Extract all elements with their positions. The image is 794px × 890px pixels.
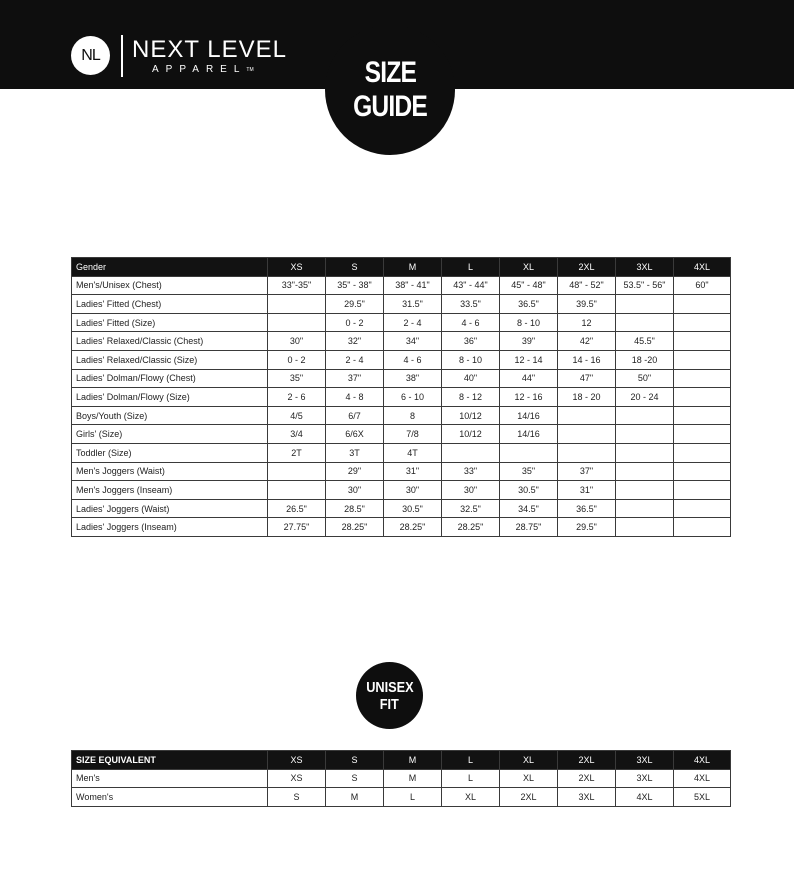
table-cell: 8 - 12: [442, 388, 500, 407]
row-label: Men's: [72, 769, 268, 788]
trademark-mark: TM: [246, 67, 254, 73]
table-row: [72, 499, 731, 518]
table-cell: [268, 295, 326, 314]
column-header-label: SIZE EQUIVALENT: [72, 751, 268, 770]
unisex-fit-badge: [356, 662, 423, 729]
table-cell: 2 - 4: [384, 313, 442, 332]
table-cell: 37": [326, 369, 384, 388]
table-cell: 28.25": [326, 518, 384, 537]
row-label: Men's Joggers (Inseam): [72, 481, 268, 500]
table-cell: [268, 313, 326, 332]
row-label: Ladies' Joggers (Inseam): [72, 518, 268, 537]
brand-sub-text: APPAREL: [152, 64, 247, 75]
table-cell: 5XL: [674, 788, 731, 807]
table-cell: 18 - 20: [558, 388, 616, 407]
table-cell: 31.5": [384, 295, 442, 314]
brand-name: NEXT LEVEL: [132, 36, 287, 63]
table-cell: [674, 388, 731, 407]
table-cell: 30.5": [500, 481, 558, 500]
table-cell: 45.5": [616, 332, 674, 351]
brand-subtitle: [152, 64, 254, 76]
column-header-size: XS: [268, 258, 326, 277]
table-row: [72, 462, 731, 481]
table-cell: 6/6X: [326, 425, 384, 444]
table-cell: 38" - 41": [384, 276, 442, 295]
logo-initials: NL: [81, 46, 100, 64]
table-cell: 34.5": [500, 499, 558, 518]
table-cell: L: [442, 769, 500, 788]
brand-logo-icon: [71, 36, 110, 75]
table-cell: 29": [326, 462, 384, 481]
column-header-label: Gender: [72, 258, 268, 277]
table-cell: [558, 443, 616, 462]
column-header-size: S: [326, 751, 384, 770]
table-cell: [558, 425, 616, 444]
table-cell: 50": [616, 369, 674, 388]
table-cell: 39": [500, 332, 558, 351]
table-cell: 3XL: [558, 788, 616, 807]
table-cell: 8: [384, 406, 442, 425]
table-cell: 4XL: [616, 788, 674, 807]
column-header-size: L: [442, 258, 500, 277]
table-cell: [268, 462, 326, 481]
table-cell: 4 - 8: [326, 388, 384, 407]
table-cell: 2XL: [500, 788, 558, 807]
table-cell: 0 - 2: [268, 350, 326, 369]
column-header-size: 4XL: [674, 258, 731, 277]
table-cell: 4 - 6: [384, 350, 442, 369]
table-cell: 28.25": [384, 518, 442, 537]
table-cell: 12 - 14: [500, 350, 558, 369]
table-cell: 2T: [268, 443, 326, 462]
table-cell: XL: [442, 788, 500, 807]
column-header-size: 3XL: [616, 751, 674, 770]
table-cell: 4XL: [674, 769, 731, 788]
row-label: Ladies' Relaxed/Classic (Size): [72, 350, 268, 369]
table-cell: 28.75": [500, 518, 558, 537]
table-cell: 47": [558, 369, 616, 388]
table-cell: 26.5": [268, 499, 326, 518]
table-row: [72, 406, 731, 425]
table-cell: 27.75": [268, 518, 326, 537]
table-cell: 34": [384, 332, 442, 351]
table-cell: [674, 499, 731, 518]
table-cell: 8 - 10: [442, 350, 500, 369]
table-cell: [674, 425, 731, 444]
column-header-size: XL: [500, 258, 558, 277]
table-cell: XL: [500, 769, 558, 788]
table-cell: 33.5": [442, 295, 500, 314]
row-label: Ladies' Relaxed/Classic (Chest): [72, 332, 268, 351]
table-cell: 48" - 52": [558, 276, 616, 295]
unisex-line-2: FIT: [379, 695, 400, 713]
table-cell: 38": [384, 369, 442, 388]
size-equivalent-table: [71, 750, 731, 807]
equivalent-table-body: [72, 769, 731, 806]
table-row: [72, 443, 731, 462]
table-cell: [674, 369, 731, 388]
row-label: Men's Joggers (Waist): [72, 462, 268, 481]
size-table-header: [72, 258, 731, 277]
row-label: Men's/Unisex (Chest): [72, 276, 268, 295]
table-cell: 44": [500, 369, 558, 388]
table-cell: [674, 350, 731, 369]
badge-line-1: SIZE: [364, 56, 416, 89]
table-cell: S: [268, 788, 326, 807]
table-cell: 14 - 16: [558, 350, 616, 369]
column-header-size: M: [384, 751, 442, 770]
table-cell: 29.5": [326, 295, 384, 314]
table-cell: 18 -20: [616, 350, 674, 369]
table-row: [72, 788, 731, 807]
table-cell: [616, 406, 674, 425]
table-row: [72, 425, 731, 444]
table-cell: [616, 313, 674, 332]
table-cell: [616, 499, 674, 518]
row-label: Women's: [72, 788, 268, 807]
table-cell: 8 - 10: [500, 313, 558, 332]
table-cell: [442, 443, 500, 462]
table-cell: 36.5": [558, 499, 616, 518]
table-cell: 6 - 10: [384, 388, 442, 407]
table-cell: 14/16: [500, 425, 558, 444]
logo-divider: [121, 35, 123, 77]
table-row: [72, 369, 731, 388]
table-cell: 31": [384, 462, 442, 481]
column-header-size: M: [384, 258, 442, 277]
table-cell: [674, 332, 731, 351]
column-header-size: S: [326, 258, 384, 277]
row-label: Ladies' Dolman/Flowy (Chest): [72, 369, 268, 388]
table-cell: 12 - 16: [500, 388, 558, 407]
table-cell: 60": [674, 276, 731, 295]
table-row: [72, 295, 731, 314]
table-cell: 33": [442, 462, 500, 481]
table-cell: 30": [442, 481, 500, 500]
column-header-size: 4XL: [674, 751, 731, 770]
table-cell: 4 - 6: [442, 313, 500, 332]
table-row: [72, 332, 731, 351]
table-cell: [558, 406, 616, 425]
table-cell: [616, 462, 674, 481]
table-cell: 45" - 48": [500, 276, 558, 295]
size-guide-badge: [325, 25, 455, 155]
table-cell: 33"-35": [268, 276, 326, 295]
badge-line-2: GUIDE: [353, 90, 427, 123]
table-cell: 30": [326, 481, 384, 500]
table-cell: 12: [558, 313, 616, 332]
table-cell: 32": [326, 332, 384, 351]
table-row: [72, 388, 731, 407]
table-cell: 20 - 24: [616, 388, 674, 407]
column-header-size: XL: [500, 751, 558, 770]
row-label: Toddler (Size): [72, 443, 268, 462]
table-cell: [674, 406, 731, 425]
table-cell: 35": [268, 369, 326, 388]
row-label: Ladies' Joggers (Waist): [72, 499, 268, 518]
column-header-size: XS: [268, 751, 326, 770]
table-cell: 2 - 6: [268, 388, 326, 407]
row-label: Ladies' Fitted (Size): [72, 313, 268, 332]
table-cell: 7/8: [384, 425, 442, 444]
table-cell: 40": [442, 369, 500, 388]
table-cell: [616, 481, 674, 500]
table-cell: [500, 443, 558, 462]
table-row: [72, 313, 731, 332]
table-cell: 3XL: [616, 769, 674, 788]
table-cell: 42": [558, 332, 616, 351]
table-cell: M: [326, 788, 384, 807]
table-cell: 35": [500, 462, 558, 481]
table-cell: XS: [268, 769, 326, 788]
table-cell: 3/4: [268, 425, 326, 444]
unisex-line-1: UNISEX: [365, 678, 414, 696]
table-row: [72, 350, 731, 369]
table-cell: 30": [268, 332, 326, 351]
table-cell: 32.5": [442, 499, 500, 518]
table-cell: 30": [384, 481, 442, 500]
table-cell: 53.5" - 56": [616, 276, 674, 295]
table-cell: 14/16: [500, 406, 558, 425]
table-cell: 3T: [326, 443, 384, 462]
table-cell: [268, 481, 326, 500]
table-row: [72, 769, 731, 788]
table-cell: 31": [558, 481, 616, 500]
table-cell: [616, 443, 674, 462]
equivalent-table-header: [72, 751, 731, 770]
table-cell: 43" - 44": [442, 276, 500, 295]
table-cell: 36.5": [500, 295, 558, 314]
table-cell: 4/5: [268, 406, 326, 425]
table-cell: [616, 425, 674, 444]
table-cell: 35" - 38": [326, 276, 384, 295]
size-table-body: [72, 276, 731, 536]
table-cell: 6/7: [326, 406, 384, 425]
column-header-size: 3XL: [616, 258, 674, 277]
column-header-size: 2XL: [558, 751, 616, 770]
table-cell: [674, 313, 731, 332]
table-cell: 29.5": [558, 518, 616, 537]
row-label: Girls' (Size): [72, 425, 268, 444]
table-row: [72, 518, 731, 537]
table-cell: [674, 443, 731, 462]
table-row: [72, 481, 731, 500]
table-cell: 28.5": [326, 499, 384, 518]
table-cell: 2XL: [558, 769, 616, 788]
table-cell: [674, 462, 731, 481]
row-label: Ladies' Dolman/Flowy (Size): [72, 388, 268, 407]
column-header-size: L: [442, 751, 500, 770]
table-cell: 10/12: [442, 406, 500, 425]
table-cell: 0 - 2: [326, 313, 384, 332]
table-cell: [616, 295, 674, 314]
table-cell: 28.25": [442, 518, 500, 537]
table-cell: S: [326, 769, 384, 788]
row-label: Boys/Youth (Size): [72, 406, 268, 425]
table-cell: 37": [558, 462, 616, 481]
table-cell: 30.5": [384, 499, 442, 518]
table-cell: 4T: [384, 443, 442, 462]
table-cell: [674, 481, 731, 500]
table-cell: 2 - 4: [326, 350, 384, 369]
table-cell: [674, 295, 731, 314]
table-cell: 36": [442, 332, 500, 351]
row-label: Ladies' Fitted (Chest): [72, 295, 268, 314]
table-cell: L: [384, 788, 442, 807]
table-cell: 10/12: [442, 425, 500, 444]
table-cell: [674, 518, 731, 537]
table-cell: 39.5": [558, 295, 616, 314]
table-cell: [616, 518, 674, 537]
table-row: [72, 276, 731, 295]
size-table: [71, 257, 731, 537]
table-cell: M: [384, 769, 442, 788]
column-header-size: 2XL: [558, 258, 616, 277]
